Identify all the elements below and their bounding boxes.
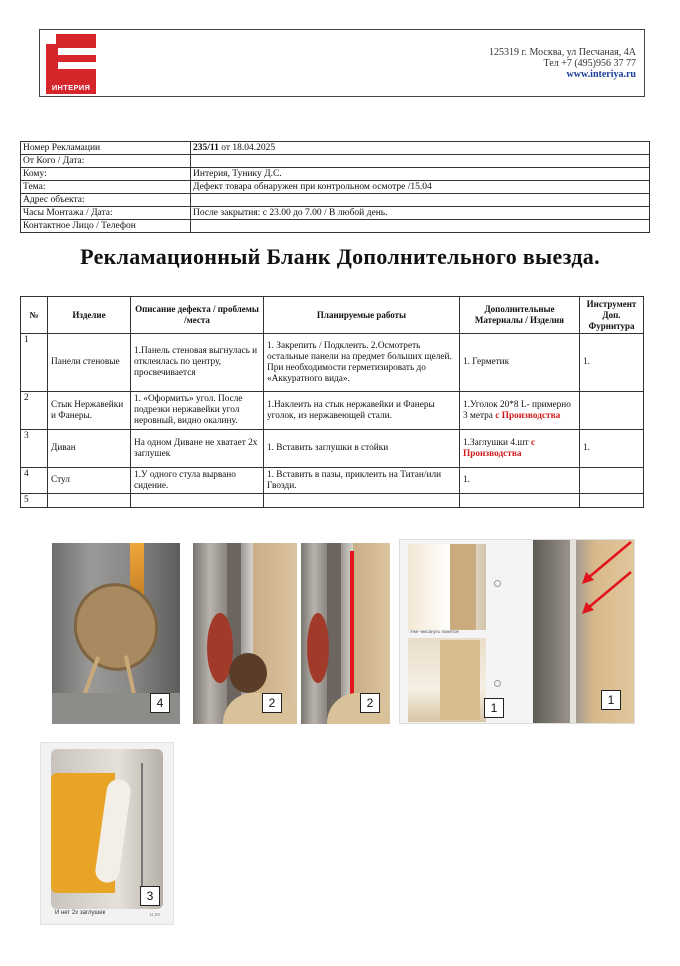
- table-row: [21, 494, 644, 508]
- info-row: [21, 142, 650, 155]
- photo-number-label: 3: [140, 886, 160, 906]
- col-header-materials: Дополнительные Материалы / Изделия: [460, 297, 580, 334]
- row-tools: [580, 494, 644, 508]
- row-materials: 1. Герметик: [460, 334, 580, 392]
- row-work: 1.Наклеить на стык нержавейки и Фанеры уголок, из нержавеющей стали.: [264, 392, 460, 430]
- info-row: [21, 181, 650, 194]
- table-row: [21, 392, 644, 430]
- table-row: [21, 430, 644, 468]
- document-title: Рекламационный Бланк Дополнительного выезда.: [80, 244, 600, 269]
- row-item: [48, 494, 131, 508]
- row-item: Стык Нержавейки и Фанеры.: [48, 392, 131, 430]
- col-header-tools: Инструмент Доп. Фурнитура: [580, 297, 644, 334]
- info-row: [21, 168, 650, 181]
- row-description: [131, 494, 264, 508]
- chat-caption: И нет 2х заглушек: [55, 910, 106, 916]
- row-tools: [580, 468, 644, 494]
- info-label: Часы Монтажа / Дата:: [21, 207, 191, 220]
- row-work: 1. Вставить заглушки в стойки: [264, 430, 460, 468]
- info-value: После закрытия: с 23.00 до 7.00 / В любой день.: [191, 207, 650, 220]
- company-website[interactable]: www.interiya.ru: [566, 69, 636, 80]
- chat-caption: Уже чиксануть помятое: [410, 629, 459, 634]
- info-label: От Кого / Дата:: [21, 155, 191, 168]
- info-value: 235/11 от 18.04.2025: [191, 142, 650, 155]
- row-work: [264, 494, 460, 508]
- photo-number-label: 2: [360, 693, 380, 713]
- info-value: [191, 155, 650, 168]
- info-value: Интерия, Тунику Д.С.: [191, 168, 650, 181]
- row-item: Панели стеновые: [48, 334, 131, 392]
- photo-number-label: 1: [601, 690, 621, 710]
- company-contacts: [489, 47, 636, 80]
- row-materials: [460, 494, 580, 508]
- chat-timestamp: 11:59: [149, 912, 160, 917]
- table-header-row: [21, 297, 644, 334]
- row-materials: 1.: [460, 468, 580, 494]
- row-number: 2: [21, 392, 48, 430]
- info-row: [21, 155, 650, 168]
- info-row: [21, 220, 650, 233]
- row-number: 4: [21, 468, 48, 494]
- row-item: Стул: [48, 468, 131, 494]
- claim-items-table: [20, 296, 644, 508]
- table-row: [21, 334, 644, 392]
- row-description: 1.Панель стеновая выгнулась и отклеилась по центру, просвечивается: [131, 334, 264, 392]
- red-arrow-icon: [576, 540, 635, 620]
- photo-number-label: 2: [262, 693, 282, 713]
- photo-number-label: 1: [484, 698, 504, 718]
- info-label: Тема:: [21, 181, 191, 194]
- row-tools: 1.: [580, 334, 644, 392]
- info-value: Дефект товара обнаружен при контрольном осмотре /15.04: [191, 181, 650, 194]
- row-description: 1. «Оформить» угол. После подрезки нержавейки угол неровный, видно окалину.: [131, 392, 264, 430]
- photo-chair: [52, 543, 180, 724]
- row-number: 1: [21, 334, 48, 392]
- col-header-item: Изделие: [48, 297, 131, 334]
- interiya-logo: [46, 34, 96, 94]
- row-description: На одном Диване не хватает 2х заглушек: [131, 430, 264, 468]
- photo-number-label: 4: [150, 693, 170, 713]
- row-description: 1.У одного стула вырвано сидение.: [131, 468, 264, 494]
- photo-sofa-caps: [40, 742, 174, 925]
- row-work: 1. Вставить в пазы, приклеить на Титан/или Гвозди.: [264, 468, 460, 494]
- letterhead: [39, 29, 645, 97]
- brand-name: ИНТЕРИЯ: [51, 83, 91, 92]
- row-tools: 1.: [580, 430, 644, 468]
- info-row: [21, 194, 650, 207]
- row-number: 3: [21, 430, 48, 468]
- info-row: [21, 207, 650, 220]
- row-materials: 1.Заглушки 4.шт с Производства: [460, 430, 580, 468]
- info-label: Адрес объекта:: [21, 194, 191, 207]
- table-row: [21, 468, 644, 494]
- row-number: 5: [21, 494, 48, 508]
- col-header-description: Описание дефекта / проблемы /места: [131, 297, 264, 334]
- col-header-work: Планируемые работы: [264, 297, 460, 334]
- row-tools: [580, 392, 644, 430]
- col-header-number: №: [21, 297, 48, 334]
- photo-wall-joint: [193, 543, 297, 724]
- claim-info-table: [20, 141, 650, 233]
- info-label: Кому:: [21, 168, 191, 181]
- company-address: 125319 г. Москва, ул Песчаная, 4А: [489, 47, 636, 58]
- company-phone: Тел +7 (495)956 37 77: [543, 58, 636, 69]
- row-work: 1. Закрепить / Подклеить. 2.Осмотреть остальные панели на предмет больших щелей. При необходимости герметизировать до «Аккуратного вида».: [264, 334, 460, 392]
- photo-panel-bulge: [399, 539, 635, 724]
- info-value: [191, 220, 650, 233]
- row-materials: 1.Уголок 20*8 L- примерно 3 метра с Производства: [460, 392, 580, 430]
- photo-wall-joint-marked: [301, 543, 390, 724]
- row-item: Диван: [48, 430, 131, 468]
- info-label: Контактное Лицо / Телефон: [21, 220, 191, 233]
- info-value: [191, 194, 650, 207]
- info-label: Номер Рекламации: [21, 142, 191, 155]
